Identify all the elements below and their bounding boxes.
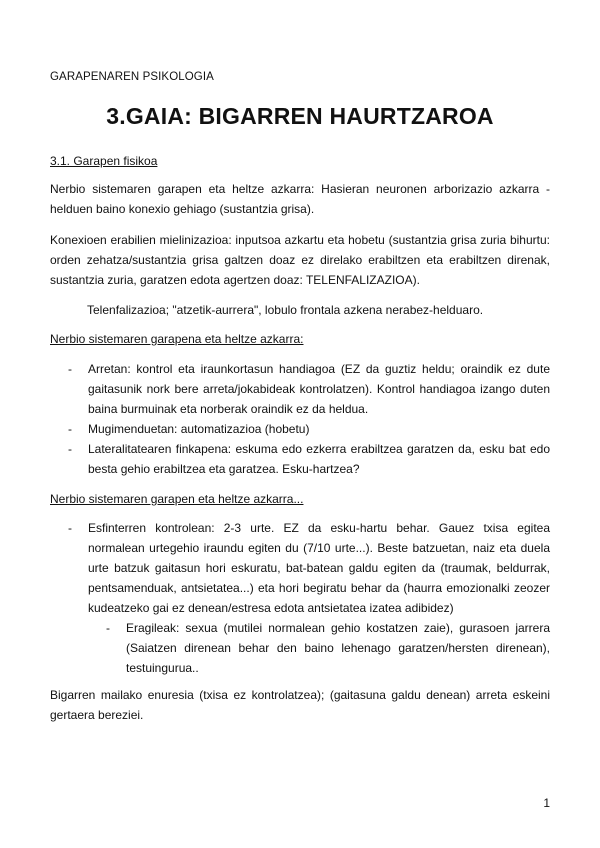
subheading-development-continued: Nerbio sistemaren garapen eta heltze azkarra...: [50, 492, 304, 506]
section-heading: 3.1. Garapen fisikoa: [50, 154, 158, 168]
list-item-text: Esfinterren kontrolean: 2-3 urte. EZ da esku-hartu behar. Gauez txisa egitea normalean urtegehio iraundu egiten du (7/10 urte...). Beste batzuetan, naiz eta duela urte batzuk gaitasun hori eskuratu, bat-batean galdu egiten da (traumak, beldurrak, pentsamenduak, antsietatea...) eta hori begiratu behar da (haurra emozionalki zeozer kudeatzeko gai ez denean/estresa edota antsietatea izatea adibidez): [88, 521, 550, 615]
page-title: 3.GAIA: BIGARREN HAURTZAROA: [106, 103, 494, 129]
sphincter-list: [50, 518, 550, 678]
development-list: [50, 359, 550, 479]
paragraph-telencephalization: Telenfalizazioa; "atzetik-aurrera", lobulo frontala azkena nerabez-helduaro.: [87, 303, 484, 317]
page-number: 1: [543, 796, 550, 810]
paragraph-myelination: Konexioen erabilien mielinizazioa: inputsoa azkartu eta hobetu (sustantzia grisa zuria bihurtu: orden zehatza/sustantzia grisa galtzen doaz ez direlako erabiltzen eta erabiltzen direnak, sustantzia zuria, garatzen edota agertzen doaz: TELENFALIZAZIOA).: [50, 233, 550, 287]
list-item: [50, 518, 550, 678]
list-item: - Arretan: kontrol eta iraunkortasun handiagoa (EZ da guztiz heldu; oraindik ez dute gaitasunik nork bere arreta/jokabideak kontrolatzen). Kontrol handiagoa izango duten baina burmuinak eta norberak oraindik ez da heldua.: [50, 359, 550, 419]
subheading-development: Nerbio sistemaren garapena eta heltze azkarra:: [50, 332, 304, 346]
paragraph-nervous-system: Nerbio sistemaren garapen eta heltze azkarra: Hasieran neuronen arborizazio azkarra - helduen baino konexio gehiago (sustantzia grisa).: [50, 182, 550, 216]
sub-list-item: - Eragileak: sexua (mutilei normalean gehio kostatzen zaie), gurasoen jarrera (Saiatzen direnean behar den baino lehenago garatzen/hersten direnean), testuingurua..: [88, 618, 550, 678]
list-item: - Lateralitatearen finkapena: eskuma edo ezkerra erabiltzea garatzen da, esku bat edo besta gehio erabiltzea eta garatzea. Esku-hartzea?: [50, 439, 550, 479]
paragraph-enuresis: Bigarren mailako enuresia (txisa ez kontrolatzea); (gaitasuna galdu denean) arreta eskeini gertaera bereziei.: [50, 688, 550, 722]
list-item: - Mugimenduetan: automatizazioa (hobetu): [50, 419, 550, 439]
document-header: GARAPENAREN PSIKOLOGIA: [50, 71, 214, 83]
